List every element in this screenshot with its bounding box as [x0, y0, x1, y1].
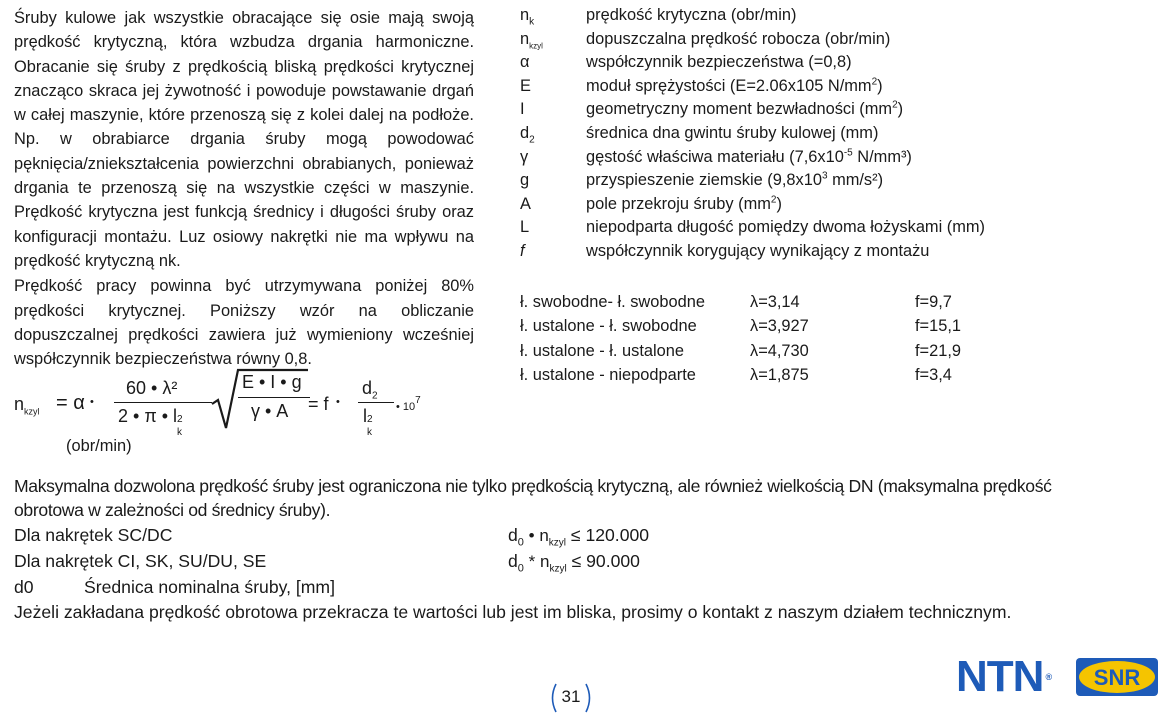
symbol: A — [520, 194, 531, 213]
symbol-description: współczynnik korygujący wynikający z montażu — [586, 241, 930, 260]
symbol-description: niepodparta długość pomiędzy dwoma łożyskami (mm) — [586, 218, 986, 237]
bearing-case-lambda: λ=3,14 — [750, 293, 800, 311]
intro-paragraph-1: Śruby kulowe jak wszystkie obracające się osie mają swoją prędkość krytyczną, która wzbudza drgania harmoniczne. Obracanie się śruby z prędkością bliską prędkości krytycznej znacząco skraca jej żywotność i powoduje powstawanie drgań w całej maszynie, które przenoszą się z kolei dalej na podłoże. Np. w obrabiarce drgania śruby mogą powodować pęknięcia/zniekształcenia powierzchni obrabianych, ponieważ drgania te przenoszą się na wszystkie części w maszynie. Prędkość krytyczna jest funkcją średnicy i długości śruby oraz konfiguracji montażu. Luz osiowy nakrętki nie ma wpływu na prędkość krytyczną nk. — [14, 9, 474, 270]
bearing-case-row — [520, 363, 980, 387]
fraction-bar-2 — [358, 402, 394, 403]
bearing-case-type: ł. ustalone - ł. swobodne — [520, 317, 697, 336]
contact-text: Jeżeli zakładana prędkość obrotowa przekracza te wartości lub jest im bliska, prosimy o kontakt z naszym działem technicznym. — [14, 602, 1012, 622]
intro-text — [14, 6, 474, 371]
symbol: $d_2$ — [520, 123, 535, 146]
formula-eq-alpha: = α — [56, 392, 85, 414]
dn-limit-label: Dla nakrętek CI, SK, SU/DU, SE — [14, 551, 267, 571]
symbol-description: moduł sprężystości (E=2.06x105 $N/mm^2$) — [586, 76, 883, 95]
bearing-case-row — [520, 339, 980, 363]
formula-tail: • $10^7$ — [396, 395, 421, 413]
critical-speed-formula — [14, 372, 484, 442]
symbol: L — [520, 218, 530, 237]
symbol: I — [520, 100, 525, 119]
fraction-bar-1 — [114, 402, 212, 403]
snr-logo — [1075, 657, 1159, 697]
dn-limit-formula: $d_0$ • $n_{kzyl} \le 120.000$ — [508, 525, 650, 549]
bearing-case-lambda: λ=3,927 — [750, 317, 809, 336]
symbol-description: prędkość krytyczna (obr/min) — [586, 6, 797, 24]
symbol: γ — [520, 147, 529, 166]
symbol-description: współczynnik bezpieczeństwa (=0,8) — [586, 53, 852, 72]
symbol: E — [520, 76, 531, 95]
formula-unit: (obr/min) — [66, 437, 132, 455]
bearing-cases-table — [520, 290, 980, 387]
dn-text: Maksymalna dozwolona prędkość śruby jest ograniczona nie tylko prędkością krytyczną, ale również wielkością DN (maksymalna prędkość obrotowa w zależności od średnicy śruby). — [14, 476, 1052, 520]
symbol-description: przyspieszenie ziemskie ($9,8x10^3$ mm/s²) — [586, 170, 884, 190]
bearing-case-f: f=3,4 — [915, 365, 952, 384]
intro-paragraph-2: Prędkość pracy powinna być utrzymywana poniżej 80% prędkości krytycznej. Poniższy wzór na obliczanie dopuszczalnej prędkości zawiera już wymieniony wcześniej współczynnik bezpieczeństwa równy 0,8. — [14, 277, 474, 369]
bearing-case-f: f=21,9 — [915, 341, 962, 360]
snr-logo-text: SNR — [1093, 665, 1141, 690]
bearing-case-row — [520, 314, 980, 338]
page-number: 31 — [561, 687, 581, 706]
bearing-case-lambda: λ=4,730 — [750, 341, 809, 360]
symbol: f — [520, 241, 525, 260]
symbol-description: gęstość właściwa materiału ($7,6x10^{-5}$ N/mm³) — [586, 147, 912, 166]
bearing-case-type: ł. ustalone - niepodparte — [520, 365, 696, 384]
bearing-case-f: f=9,7 — [915, 293, 952, 311]
dn-limit-label: Dla nakrętek SC/DC — [14, 525, 173, 545]
bearing-case-row — [520, 290, 980, 314]
dn-limit-row — [14, 548, 1064, 574]
symbol: $n_{kzyl}$ — [520, 29, 543, 50]
ntn-logo: NTN ® — [956, 652, 1052, 701]
symbol: $n_k$ — [520, 6, 535, 28]
page-number-badge — [548, 682, 594, 714]
bearing-case-type: ł. ustalone - ł. ustalone — [520, 341, 685, 360]
symbol: g — [520, 171, 530, 190]
formula-dot-1: • — [90, 396, 94, 408]
dn-limit-section — [14, 474, 1064, 624]
bearing-case-type: ł. swobodne- ł. swobodne — [520, 293, 705, 311]
formula-dot-2: • — [336, 396, 340, 408]
dn-limit-row — [14, 522, 1064, 548]
formula-root-den: γ • A — [251, 401, 289, 421]
symbol-description: pole przekroju śruby $(mm^2)$ — [586, 194, 782, 213]
formula-num1: 60 • λ² — [126, 378, 178, 398]
nominal-symbol: d0 — [14, 577, 34, 597]
fraction-bar-root — [238, 397, 310, 398]
formula-num2: $d_2$ — [362, 378, 378, 402]
dn-limit-formula: $d_0 * n_{kzyl} \le 90.000$ — [508, 551, 640, 575]
dn-limits — [14, 522, 1064, 574]
formula-den2: l 2 k — [363, 406, 373, 438]
bearing-case-f: f=15,1 — [915, 317, 962, 336]
symbol-description: średnica dna gwintu śruby kulowej (mm) — [586, 123, 879, 142]
symbol-description: geometryczny moment bezwładności $(mm^2)$ — [586, 99, 904, 119]
bearing-case-lambda: λ=1,875 — [750, 365, 809, 384]
symbol-description: dopuszczalna prędkość robocza (obr/min) — [586, 29, 891, 48]
symbol: α — [520, 53, 530, 72]
nominal-description: Średnica nominalna śruby, [mm] — [84, 577, 335, 597]
formula-root-num: E • I • g — [242, 372, 302, 392]
nominal-diameter-row — [14, 574, 1064, 600]
formula-den1: 2 • π • l 2 k — [118, 406, 183, 438]
formula-lhs: $n_{kzyl}$ — [14, 394, 40, 417]
formula-eq-f: = f — [308, 394, 329, 414]
